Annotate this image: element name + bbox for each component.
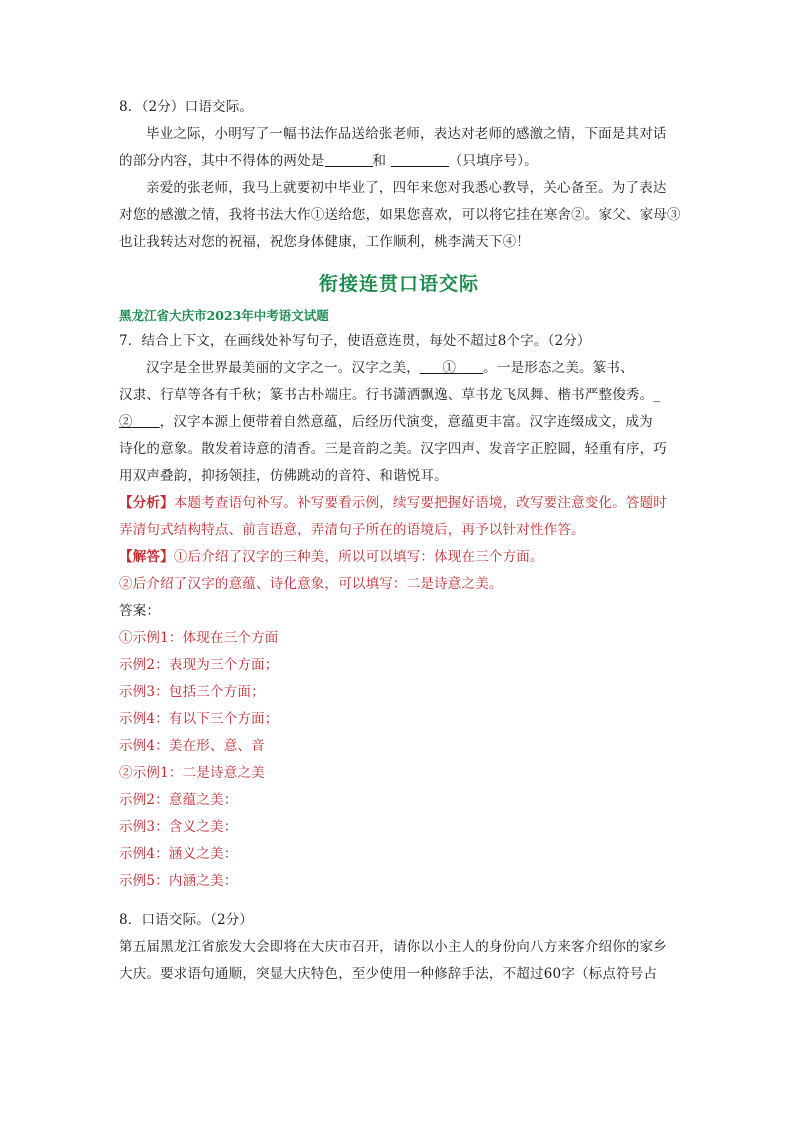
q8-intro-post: （只填序号）。 bbox=[448, 153, 538, 169]
answer-item: 示例3：含义之美： bbox=[119, 819, 238, 835]
q8-top-heading: 8．（2分）口语交际。 bbox=[119, 99, 254, 115]
q7-passage-line-1 bbox=[119, 355, 679, 382]
analysis-text: 本题考查语句补写。补写要看示例，续写要把握好语境，改写要注意变化。答题时 bbox=[173, 495, 668, 511]
q8-intro-and: 和 bbox=[372, 153, 387, 169]
section-title: 衔接连贯口语交际 bbox=[318, 273, 479, 295]
q8-bottom-line-2: 大庆。要求语句通顺，突显大庆特色，至少使用一种修辞手法，不超过60字（标点符号占 bbox=[119, 966, 658, 982]
q7-blank-1 bbox=[420, 360, 483, 376]
q8-letter-line-3: 也让我转达对您的祝福，祝您身体健康，工作顺利，桃李满天下④！ bbox=[119, 234, 530, 250]
document-content bbox=[119, 94, 679, 988]
answer-item: 示例4：有以下三个方面； bbox=[119, 711, 279, 727]
q7-passage-line-3 bbox=[119, 409, 679, 436]
exam-source: 黑龙江省大庆市2023年中考语文试题 bbox=[119, 308, 329, 323]
answer-item: 示例4：涵义之美： bbox=[119, 846, 238, 862]
q7-heading: 7．结合上下文，在画线处补写句子，使语意连贯，每处不超过8个字。（2分） bbox=[119, 333, 591, 349]
answer-blank-1 bbox=[325, 152, 373, 167]
answer-item: 示例5：内涵之美： bbox=[119, 873, 238, 889]
q7-blank-2 bbox=[119, 414, 160, 430]
analysis-line-2: 弄清句式结构特点、前言语意，弄清句子所在的语境后，再予以针对性作答。 bbox=[119, 522, 585, 538]
q8-top-intro-2 bbox=[119, 148, 679, 175]
blank-2-marker: ② bbox=[119, 414, 133, 430]
q8-letter-line-2: 对您的感激之情，我将书法大作①送给您，如果您喜欢，可以将它挂在寒舍②。家父、家母③ bbox=[119, 207, 681, 223]
answer-item: ②示例1：二是诗意之美 bbox=[119, 765, 265, 781]
solution-label: 【解答】 bbox=[119, 549, 174, 565]
q8-intro-text: 的部分内容，其中不得体的两处是 bbox=[119, 153, 325, 169]
solution-text: ①后介绍了汉字的三种美，所以可以填写：体现在三个方面。 bbox=[173, 549, 544, 565]
q7-passage-line-5: 用双声叠韵，抑扬领挂，仿佛跳动的音符、和谐悦耳。 bbox=[119, 468, 448, 484]
q8-bottom-heading: 8．口语交际。（2分） bbox=[119, 912, 254, 928]
q7-passage-line-4: 诗化的意象。散发着诗意的清香。三是音韵之美。汉字四声、发音字正腔圆，轻重有序，巧 bbox=[119, 441, 667, 457]
answer-label: 答案： bbox=[119, 603, 161, 619]
q7-passage-text: 。一是形态之美。篆书、 bbox=[483, 360, 634, 376]
analysis-line-1 bbox=[119, 490, 679, 517]
spacer bbox=[119, 895, 679, 907]
answer-item: 示例4：美在形、意、音 bbox=[119, 738, 265, 754]
solution-line-1 bbox=[119, 544, 679, 571]
blank-1-marker: ① bbox=[442, 360, 457, 376]
q7-passage-text: ，汉字本源上便带着自然意蕴，后经历代演变，意蕴更丰富。汉字连缀成文，成为 bbox=[159, 414, 653, 430]
q7-passage-line-2: 汉隶、行草等各有千秋；篆书古朴端庄。行书潇洒飘逸、草书龙飞凤舞、楷书严整俊秀。_ bbox=[119, 387, 661, 403]
q8-bottom-line-1: 第五届黑龙江省旅发大会即将在大庆市召开，请你以小主人的身份向八方来客介绍你的家乡 bbox=[119, 939, 667, 955]
answer-item: 示例2：意蕴之美： bbox=[119, 792, 238, 808]
q7-passage-text: 汉字是全世界最美丽的文字之一。汉字之美， bbox=[146, 360, 420, 376]
answer-item: ①示例1：体现在三个方面 bbox=[119, 630, 279, 646]
answer-item: 示例3：包括三个方面； bbox=[119, 684, 265, 700]
answer-blank-2 bbox=[391, 152, 449, 167]
solution-line-2: ②后介绍了汉字的意蕴、诗化意象，可以填写：二是诗意之美。 bbox=[119, 576, 503, 592]
q8-top-intro-1: 毕业之际，小明写了一幅书法作品送给张老师，表达对老师的感激之情，下面是其对话 bbox=[146, 126, 667, 142]
analysis-label: 【分析】 bbox=[119, 495, 174, 511]
answer-item: 示例2：表现为三个方面； bbox=[119, 657, 279, 673]
q8-letter-line-1: 亲爱的张老师，我马上就要初中毕业了，四年来您对我悉心教导，关心备至。为了表达 bbox=[146, 180, 667, 196]
